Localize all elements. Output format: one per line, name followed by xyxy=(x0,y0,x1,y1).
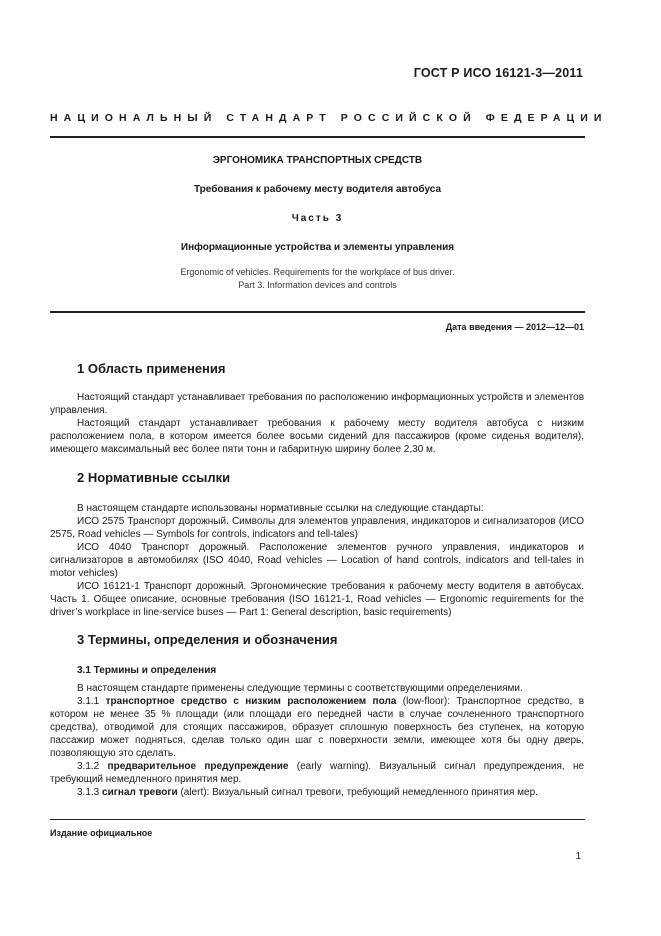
official-edition-label: Издание официальное xyxy=(50,828,153,838)
footer-divider xyxy=(50,819,585,820)
term-3-1-3-definition: (alert): Визуальный сигнал тревоги, требующий немедленного принятия мер. xyxy=(180,787,538,798)
term-3-1-2-term: предварительное предупреждение xyxy=(107,761,289,772)
term-3-1-1-term: транспортное средство с низким расположением пола xyxy=(105,696,397,707)
introduction-date: Дата введения — 2012—12—01 xyxy=(445,322,584,332)
part-title: Информационные устройства и элементы управления xyxy=(180,242,455,253)
subsection-3-1-heading: 3.1 Термины и определения xyxy=(77,665,217,676)
section-1-paragraph-2: Настоящий стандарт устанавливает требования к рабочему месту водителя автобуса с низким расположением пола, в котором имеется более восьми сидений для пассажиров (кроме сиденья водителя), имеющего максимальный вес более пяти тонн и габаритную ширину более 2,30 м. xyxy=(50,418,584,455)
header-divider xyxy=(50,136,585,138)
term-3-1-1 xyxy=(50,695,584,760)
term-3-1-2-definition: (early warning). Визуальный сигнал предупреждения, не требующий немедленного принятия мер. xyxy=(50,761,585,785)
document-subtitle: Требования к рабочему месту водителя автобуса xyxy=(193,184,442,195)
title-divider xyxy=(50,311,585,313)
reference-iso-4040: ИСО 4040 Транспорт дорожный. Расположение элементов ручного управления, индикаторов и сигнализаторов в автомобилях (ISO 4040, Road vehicles — Location of hand controls, indicators and tell-tales in motor vehicles) xyxy=(50,542,584,579)
term-3-1-1-definition: (low-floor): Транспортное средство, в котором не менее 35 % площади (или площади его передней части в случае сочлененного транспортного средства), отводимой для стоящих пассажиров, образует сплошную поверхность без ступенек, на которую пассажир может подняться, сделав только один шаг с поверхности земли, имеющее хотя бы одну дверь, позволяющую это сделать. xyxy=(50,696,584,759)
page-number: 1 xyxy=(575,851,581,862)
english-title-line-2: Part 3. Information devices and controls xyxy=(238,280,397,290)
document-title: ЭРГОНОМИКА ТРАНСПОРТНЫХ СРЕДСТВ xyxy=(212,155,423,166)
section-3-heading: 3 Термины, определения и обозначения xyxy=(77,632,338,647)
reference-iso-2575: ИСО 2575 Транспорт дорожный. Символы для элементов управления, индикаторов и сигнализаторов (ИСО 2575, Road vehicles — Symbols for controls, indicators and tell-tales) xyxy=(50,516,584,540)
part-label: Часть 3 xyxy=(291,213,344,224)
reference-iso-16121-1: ИСО 16121-1 Транспорт дорожный. Эргономические требования к рабочему месту водителя в автобусах. Часть 1. Общее описание, основные требования (ISO 16121-1, Road vehicles — Ergonomic requirements for the driver’s workplace in line-service buses — Part 1: General description, basic requirements) xyxy=(50,581,584,618)
section-2-heading: 2 Нормативные ссылки xyxy=(77,470,231,485)
document-number: ГОСТ Р ИСО 16121-3—2011 xyxy=(413,66,583,80)
section-3-intro: В настоящем стандарте применены следующие термины с соответствующими определениями. xyxy=(77,683,523,694)
section-2-paragraph-1: В настоящем стандарте использованы нормативные ссылки на следующие стандарты: xyxy=(77,503,484,514)
term-3-1-3-number: 3.1.3 xyxy=(77,787,100,798)
term-3-1-1-number: 3.1.1 xyxy=(77,696,100,707)
term-3-1-2 xyxy=(50,760,584,786)
section-1-paragraph-1: Настоящий стандарт устанавливает требования по расположению информационных устройств и элементов управления. xyxy=(50,392,584,416)
english-title-line-1: Ergonomic of vehicles. Requirements for the workplace of bus driver. xyxy=(180,267,455,277)
national-standard-banner: НАЦИОНАЛЬНЫЙ СТАНДАРТ РОССИЙСКОЙ ФЕДЕРАЦИИ xyxy=(50,112,608,124)
section-1-heading: 1 Область применения xyxy=(77,361,226,376)
term-3-1-3-term: сигнал тревоги xyxy=(102,787,178,798)
term-3-1-2-number: 3.1.2 xyxy=(77,761,100,772)
term-3-1-3 xyxy=(50,786,584,799)
